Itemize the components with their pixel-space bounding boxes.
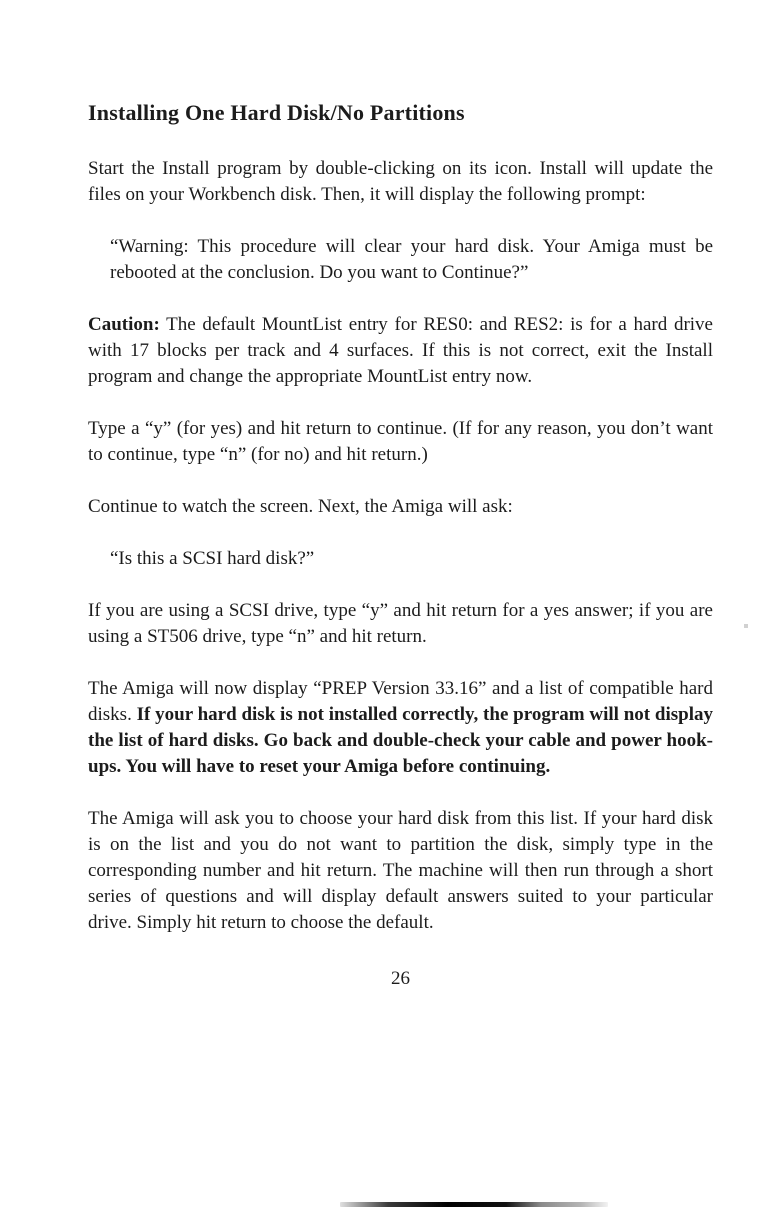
- text-block: [88, 100, 713, 990]
- paragraph-prep-version: [88, 676, 713, 780]
- scan-artifact-strip: [340, 1202, 608, 1207]
- paragraph-intro: Start the Install program by double-clicking on its icon. Install will update the files on your Workbench disk. Then, it will display the following prompt:: [88, 158, 713, 205]
- paragraph-type-y: Type a “y” (for yes) and hit return to continue. (If for any reason, you don’t want to continue, type “n” (for no) and hit return.): [88, 418, 713, 465]
- paragraph-caution: [88, 312, 713, 390]
- prep-bold-warning: If your hard disk is not installed correctly, the program will not display the list of hard disks. Go back and double-check your cable and power hook-ups. You will have to reset your Amiga before continuing.: [88, 704, 713, 777]
- scan-speck-artifact: [744, 624, 748, 628]
- page-number: 26: [391, 968, 410, 989]
- caution-label: Caution:: [88, 314, 160, 335]
- quote-warning-prompt: “Warning: This procedure will clear your hard disk. Your Amiga must be rebooted at the conclusion. Do you want to Continue?”: [110, 236, 713, 283]
- section-heading: Installing One Hard Disk/No Partitions: [88, 100, 465, 125]
- paragraph-scsi-answer: If you are using a SCSI drive, type “y” and hit return for a yes answer; if you are using a ST506 drive, type “n” and hit return.: [88, 600, 713, 647]
- paragraph-continue-watch: Continue to watch the screen. Next, the Amiga will ask:: [88, 496, 513, 517]
- caution-text: The default MountList entry for RES0: and RES2: is for a hard drive with 17 blocks per track and 4 surfaces. If this is not correct, exit the Install program and change the appropriate MountList entry now.: [88, 314, 713, 387]
- paragraph-choose-disk: The Amiga will ask you to choose your hard disk from this list. If your hard disk is on the list and you do not want to partition the disk, simply type in the corresponding number and hit return. The machine will then run through a short series of questions and will display default answers suited to your particular drive. Simply hit return to choose the default.: [88, 808, 713, 933]
- quote-scsi-question: “Is this a SCSI hard disk?”: [110, 548, 315, 569]
- prep-normal-text: The Amiga will now display “PREP Version 33.16” and a list of compatible hard disks.: [88, 678, 713, 725]
